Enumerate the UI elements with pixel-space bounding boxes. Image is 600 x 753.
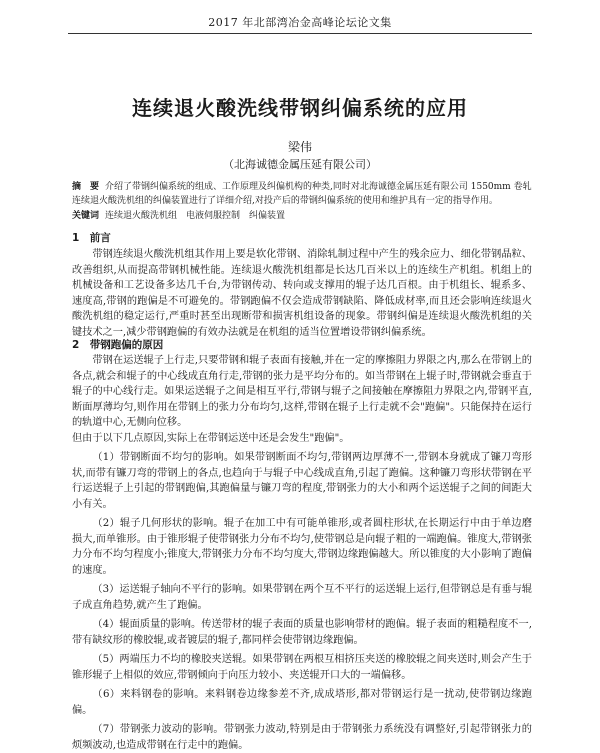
- paragraph: 带钢连续退火酸洗机组其作用上要是软化带钢、消除轧制过程中产生的残余应力、细化带钢晶粒、改善组织,从而提高带钢机械性能。连续退火酸洗机组都是长达几百米以上的连续生产机组。机组上的机械设备和工艺设备多达几千台,为带钢传动、转向或支撑用的辊子达几百根。由于机组长、辊系多、速度高,带钢的跑偏是不可避免的。带钢跑偏不仅会造成带钢缺陷、降低成材率,而且还会影响连续退火酸洗机组的稳定运行,严重时甚至出现断带和损害机组设备的现象。带钢纠偏是连续退火酸洗机组的关键技术之一,减少带钢跑偏的有效办法就是在机组的适当位置增设带钢纠偏系统。: [72, 249, 532, 338]
- author: 梁伟: [287, 140, 312, 154]
- section-1-body: [72, 247, 532, 340]
- section-2-heading: 2 带钢跑偏的原因: [72, 339, 164, 351]
- keywords-label: 关键词: [72, 211, 100, 221]
- paragraph: （7）带钢张力波动的影响。带钢张力波动,特别是由于带钢张力系统没有调整好,引起带钢张力的烦频波动,也造成带钢在行走中的跑偏。: [72, 724, 532, 751]
- section-1-heading: 1 前言: [72, 232, 111, 244]
- running-head: 2017 年北部湾冶金高峰论坛论文集: [208, 16, 392, 29]
- abstract: [72, 180, 532, 208]
- paragraph: 但由于以下几点原因,实际上在带钢运送中还是会发生"跑偏"。: [72, 432, 350, 444]
- abstract-label: 摘 要: [72, 182, 100, 192]
- paragraph: （4）辊面质量的影响。传送带材的辊子表面的质量也影响带材的跑偏。辊子表面的粗糙程度不一,带有缺纹形的橡胶辊,或者镀层的辊子,都同样会使带钢边缘跑偏。: [72, 619, 532, 646]
- paragraph: （2）辊子几何形状的影响。辊子在加工中有可能单锥形,或者圆柱形状,在长期运行中由于单边磨损大,而单锥形。由于锥形辊子使带钢张力分布不均匀,使带钢总是向辊子粗的一端跑偏。锥度大,带钢张力分布不均匀程度小;锥度大,带钢张力分布不均匀度大,带钢边缘跑偏越大。所以锥度的大小影响了跑偏的速度。: [72, 518, 532, 576]
- keywords-text: 连续退火酸洗机组 电液伺服控制 纠偏装置: [105, 211, 286, 221]
- paragraph: （1）带钢断面不均匀的影响。如果带钢断面不均匀,带钢两边厚薄不一,带钢本身就成了镰刀弯形状,而带有镰刀弯的带钢上的各点,也趋向于与辊子中心线成直角,引起了跑偏。这种镰刀弯形状带钢在平行运送辊子上引起的带钢跑偏,其跑偏量与镰刀弯的程度,带钢张力的大小和两个运送辊子之间的间距大小有关。: [72, 452, 532, 510]
- paper-title: 连续退火酸洗线带钢纠偏系统的应用: [132, 96, 468, 120]
- paragraph: 带钢在运送辊子上行走,只要带钢和辊子表面有接触,并在一定的摩擦阻力界限之内,那么在带钢上的各点,就会和辊子的中心线成直角行走,带钢的张力是平均分布的。如当带钢在上辊子时,带钢就会垂直于辊子的中心线行走。如果运送辊子之间是相互平行,带钢与辊子之间接触在摩擦阻力界限之内,带钢平直,断面厚薄均匀,则作用在带钢上的张力分布均匀,这样,带钢在辊子上行走就不会"跑偏"。只能保持在运行的轨道中心,无侧向位移。: [72, 355, 532, 428]
- header-rule: [68, 33, 532, 34]
- section-2-body: [72, 353, 532, 753]
- paragraph: （6）来料钢卷的影响。来料钢卷边缘参差不齐,成成塔形,都对带钢运行是一扰动,使带钢边缘跑偏。: [72, 689, 532, 716]
- paragraph: （5）两端压力不均的橡胶夹送辊。如果带钢在两根互相挤压夹送的橡胶辊之间夹送时,则会产生于锥形辊子上相似的效应,带钢倾向于向压力较小、夹送辊开口大的一端偏移。: [72, 654, 532, 681]
- keywords: [72, 209, 532, 223]
- abstract-block: [72, 180, 532, 223]
- abstract-text: 介绍了带钢纠偏系统的组成、工作原理及纠偏机构的种类,同时对北海诚德金属压延有限公司 1550mm 卷轧连续退火酸洗机组的纠偏装置进行了详细介绍,对投产后的带钢纠偏系统的使用和维护具有一定的指导作用。: [72, 182, 532, 206]
- affiliation: （北海诚德金属压延有限公司）: [223, 158, 377, 171]
- paragraph: （3）运送辊子轴向不平行的影响。如果带钢在两个互不平行的运送辊上运行,但带钢总是有垂与辊子成直角趋势,就产生了跑偏。: [72, 584, 532, 611]
